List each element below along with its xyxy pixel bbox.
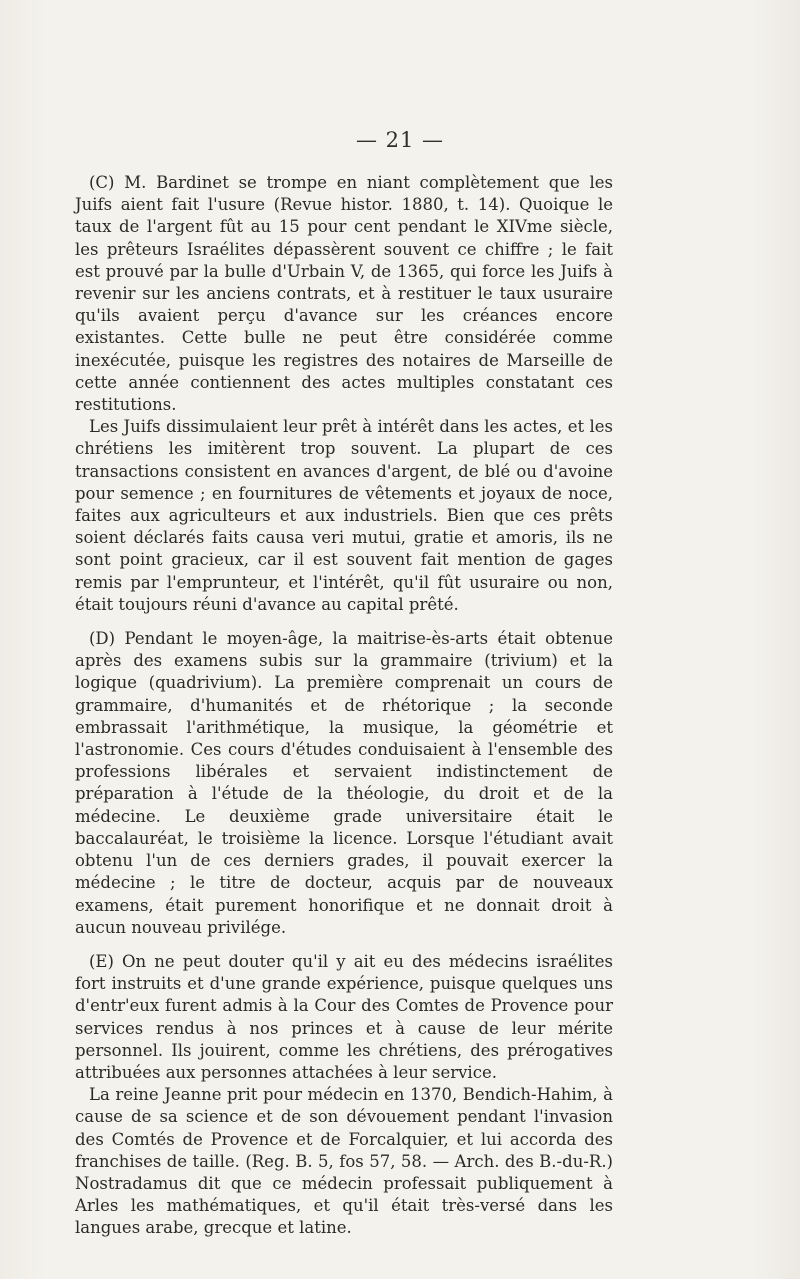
note-e-paragraph-2: La reine Jeanne prit pour médecin en 1370, Bendich-Hahim, à cause de sa science et de son dévouement pendant l'invasion des Comtés de Provence et de Forcalquier, et lui accorda des franchises de taille. (Reg. B. 5, fos 57, 58. — Arch. des B.-du-R.) Nostradamus dit que ce médecin professait publiquement à Arles les mathématiques, et qu'il était très-versé dans les langues arabe, grecque et latine. — [75, 1085, 613, 1238]
note-d-paragraph: (D) Pendant le moyen-âge, la maitrise-ès-arts était obtenue après des examens subis sur la grammaire (trivium) et la logique (quadrivium). La première comprenait un cours de grammaire, d'humanités et de rhétorique ; la seconde embrassait l'arithmétique, la musique, la géométrie et l'astronomie. Ces cours d'études conduisaient à l'ensemble des professions libérales et servaient indistinctement de préparation à l'étude de la théologie, du droit et de la médecine. Le deuxième grade universitaire était le baccalauréat, le troisième la licence. Lorsque l'étudiant avait obtenu l'un de ces derniers grades, il pouvait exercer la médecine ; le titre de docteur, acquis par de nouveaux examens, était purement honorifique et ne donnait droit à aucun nouveau privilége. — [75, 629, 613, 937]
body-text — [75, 172, 613, 1240]
page-number: — 21 — — [355, 128, 445, 152]
note-e-paragraph-1: (E) On ne peut douter qu'il y ait eu des médecins israélites fort instruits et d'une grande expérience, puisque quelques uns d'entr'eux furent admis à la Cour des Comtes de Provence pour services rendus à nos princes et à cause de leur mérite personnel. Ils jouirent, comme les chrétiens, des prérogatives attribuées aux personnes attachées à leur service. — [75, 951, 613, 1082]
note-c-paragraph-1: (C) M. Bardinet se trompe en niant complètement que les Juifs aient fait l'usure (Revue histor. 1880, t. 14). Quoique le taux de l'argent fût au 15 pour cent pendant le XIVme siècle, les prêteurs Israélites dépassèrent souvent ce chiffre ; le fait est prouvé par la bulle d'Urbain V, de 1365, qui force les Juifs à revenir sur les anciens contrats, et à restituer le taux usuraire qu'ils avaient perçu d'avance sur les créances encore existantes. Cette bulle ne peut être considérée comme inexécutée, puisque les registres des notaires de Marseille de cette année contiennent des actes multiples constatant ces restitutions. — [75, 173, 613, 415]
note-c-paragraph-2: Les Juifs dissimulaient leur prêt à intérêt dans les actes, et les chrétiens les imitèrent trop souvent. La plupart de ces transactions consistent en avances d'argent, de blé ou d'avoine pour semence ; en fournitures de vêtements et joyaux de noce, faites aux agriculteurs et aux industriels. Bien que ces prêts soient déclarés faits causa veri mutui, gratie et amoris, ils ne sont point gracieux, car il est souvent fait mention de gages remis par l'emprunteur, et l'intérêt, qu'il fût usuraire ou non, était toujours réuni d'avance au capital prêté. — [75, 417, 613, 614]
